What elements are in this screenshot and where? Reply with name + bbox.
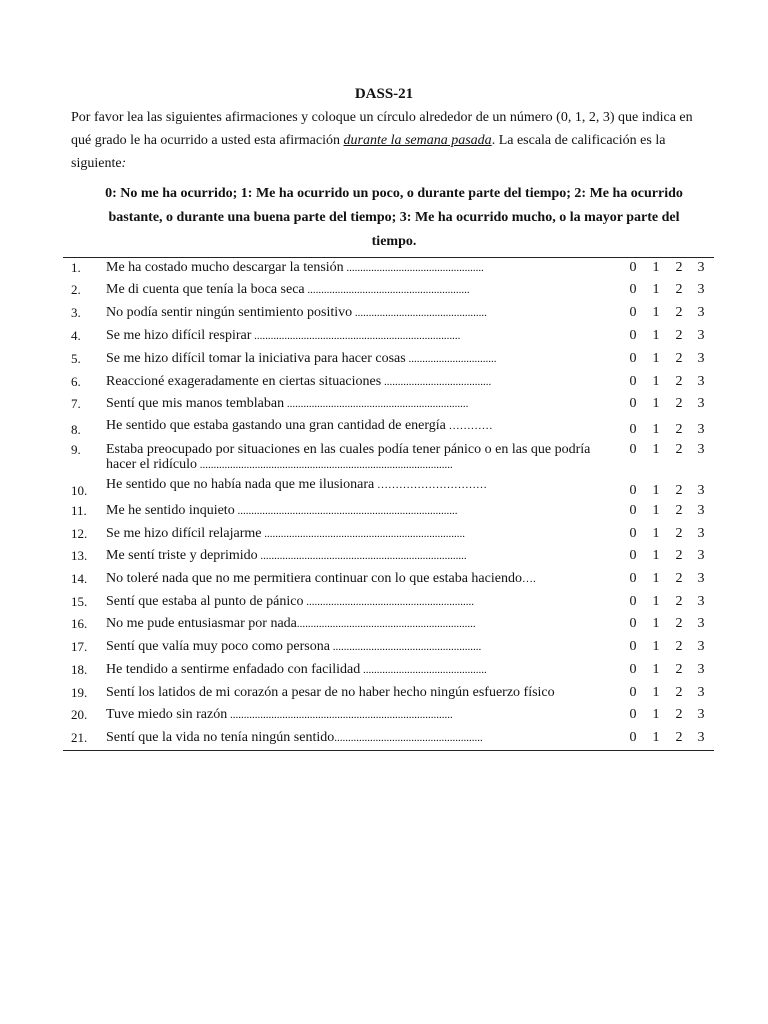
- item-statement: [106, 706, 606, 724]
- item-text: Me sentí triste y deprimido: [106, 548, 258, 563]
- rating-option-3[interactable]: 3: [697, 639, 705, 654]
- item-number: 5.: [71, 351, 81, 366]
- rating-option-0[interactable]: 0: [629, 662, 637, 677]
- item-text: Sentí que valía muy poco como persona: [106, 639, 330, 654]
- item-number: 19.: [71, 685, 88, 700]
- rating-option-2[interactable]: 2: [675, 685, 683, 700]
- item-text: He sentido que no había nada que me ilusionara: [106, 477, 375, 492]
- item-leader-dots: ................................................: [352, 307, 487, 319]
- item-number: 9.: [71, 442, 81, 457]
- instructions-text-part2: . La escala de calificación es la siguiente: [71, 133, 666, 171]
- item-statement: [106, 502, 606, 520]
- rating-option-2[interactable]: 2: [675, 707, 683, 722]
- item-number: 7.: [71, 396, 81, 411]
- rating-option-3[interactable]: 3: [697, 442, 705, 457]
- rating-option-2[interactable]: 2: [675, 305, 683, 320]
- rating-option-1[interactable]: 1: [652, 730, 660, 745]
- item-statement: [106, 476, 606, 494]
- rating-option-0[interactable]: 0: [629, 483, 637, 498]
- instructions-paragraph: [71, 106, 711, 175]
- item-statement: [106, 570, 606, 588]
- table-top-rule: [63, 257, 714, 258]
- item-statement: [106, 417, 606, 435]
- item-text: No toleré nada que no me permitiera continuar con lo que estaba haciendo: [106, 571, 522, 586]
- rating-option-3[interactable]: 3: [697, 707, 705, 722]
- rating-option-0[interactable]: 0: [629, 594, 637, 609]
- rating-option-0[interactable]: 0: [629, 685, 637, 700]
- instructions-colon: :: [121, 156, 127, 171]
- item-text: Me he sentido inquieto: [106, 503, 235, 518]
- item-text: Sentí que la vida no tenía ningún sentido: [106, 730, 335, 745]
- item-statement: [106, 259, 606, 277]
- rating-option-3[interactable]: 3: [697, 483, 705, 498]
- item-statement: [106, 373, 606, 391]
- rating-option-3[interactable]: 3: [697, 351, 705, 366]
- rating-option-3[interactable]: 3: [697, 526, 705, 541]
- item-leader-dots: ................................: [405, 353, 497, 365]
- rating-option-3[interactable]: 3: [697, 616, 705, 631]
- item-statement: [106, 327, 606, 345]
- rating-option-0[interactable]: 0: [629, 328, 637, 343]
- item-leader-dots: .............................................................: [303, 596, 474, 608]
- rating-option-0[interactable]: 0: [629, 707, 637, 722]
- item-leader-dots: ...........................................................................: [257, 550, 467, 562]
- item-leader-dots: …………………………: [374, 479, 487, 491]
- rating-option-3[interactable]: 3: [697, 396, 705, 411]
- item-text: Se me hizo difícil tomar la iniciativa para hacer cosas: [106, 351, 406, 366]
- rating-option-2[interactable]: 2: [675, 374, 683, 389]
- rating-option-1[interactable]: 1: [652, 662, 660, 677]
- rating-option-2[interactable]: 2: [675, 396, 683, 411]
- rating-option-0[interactable]: 0: [629, 571, 637, 586]
- rating-option-1[interactable]: 1: [652, 442, 660, 457]
- rating-option-3[interactable]: 3: [697, 571, 705, 586]
- rating-option-3[interactable]: 3: [697, 328, 705, 343]
- item-number: 12.: [71, 526, 88, 541]
- item-statement: [106, 395, 606, 413]
- rating-option-2[interactable]: 2: [675, 422, 683, 437]
- rating-option-1[interactable]: 1: [652, 639, 660, 654]
- item-leader-dots: ..................................................: [343, 262, 484, 274]
- item-statement: [106, 638, 606, 656]
- rating-option-3[interactable]: 3: [697, 374, 705, 389]
- rating-option-1[interactable]: 1: [652, 396, 660, 411]
- rating-option-1[interactable]: 1: [652, 305, 660, 320]
- item-statement: [106, 729, 606, 747]
- item-statement: [106, 615, 606, 633]
- rating-option-2[interactable]: 2: [675, 594, 683, 609]
- item-text: Se me hizo difícil relajarme: [106, 526, 262, 541]
- rating-scale: 0: No me ha ocurrido; 1: Me ha ocurrido un poco, o durante parte del tiempo; 2: Me ha ocurrido bastante, o durante una buena parte del tiempo; 3: Me ha ocurrido mucho, o la mayor parte del tiempo.: [105, 186, 683, 249]
- rating-option-0[interactable]: 0: [629, 396, 637, 411]
- rating-option-2[interactable]: 2: [675, 571, 683, 586]
- item-text: Sentí que estaba al punto de pánico: [106, 594, 304, 609]
- item-statement: [106, 304, 606, 322]
- rating-option-1[interactable]: 1: [652, 548, 660, 563]
- item-statement: [106, 547, 606, 565]
- rating-option-2[interactable]: 2: [675, 260, 683, 275]
- item-statement-continuation: [106, 456, 606, 474]
- item-text: Reaccioné exageradamente en ciertas situaciones: [106, 374, 382, 389]
- rating-option-0[interactable]: 0: [629, 503, 637, 518]
- item-text: Estaba preocupado por situaciones en las cuales podía tener pánico o en las que podría: [106, 442, 591, 457]
- rating-option-0[interactable]: 0: [629, 526, 637, 541]
- item-leader-dots: .................................................................................: [227, 709, 453, 721]
- rating-option-1[interactable]: 1: [652, 374, 660, 389]
- item-leader-dots: ......................................................: [329, 641, 482, 653]
- rating-option-2[interactable]: 2: [675, 730, 683, 745]
- rating-option-1[interactable]: 1: [652, 422, 660, 437]
- rating-option-3[interactable]: 3: [697, 662, 705, 677]
- rating-option-0[interactable]: 0: [629, 616, 637, 631]
- rating-option-3[interactable]: 3: [697, 422, 705, 437]
- rating-option-2[interactable]: 2: [675, 639, 683, 654]
- instructions-emphasis: durante la semana pasada: [343, 133, 492, 148]
- item-text: Me di cuenta que tenía la boca seca: [106, 282, 305, 297]
- rating-option-1[interactable]: 1: [652, 328, 660, 343]
- table-bottom-rule: [63, 750, 714, 751]
- rating-option-1[interactable]: 1: [652, 351, 660, 366]
- item-text: Sentí que mis manos temblaban: [106, 396, 285, 411]
- rating-option-2[interactable]: 2: [675, 662, 683, 677]
- rating-option-0[interactable]: 0: [629, 548, 637, 563]
- rating-option-0[interactable]: 0: [629, 351, 637, 366]
- item-leader-dots: .................................................................: [296, 618, 476, 630]
- item-number: 2.: [71, 282, 81, 297]
- rating-option-1[interactable]: 1: [652, 707, 660, 722]
- rating-option-2[interactable]: 2: [675, 548, 683, 563]
- item-number: 13.: [71, 548, 88, 563]
- rating-option-0[interactable]: 0: [629, 422, 637, 437]
- item-statement: [106, 593, 606, 611]
- instructions-text-part1: Por favor lea las siguientes afirmaciones y coloque un círculo alrededor de un número (0, 1, 2, 3) que indica en qué grado le ha ocurrido a usted esta afirmación: [71, 110, 693, 148]
- rating-option-1[interactable]: 1: [652, 685, 660, 700]
- item-leader-dots: ….: [521, 573, 536, 585]
- item-text: He sentido que estaba gastando una gran cantidad de energía: [106, 418, 446, 433]
- rating-option-2[interactable]: 2: [675, 503, 683, 518]
- rating-option-0[interactable]: 0: [629, 730, 637, 745]
- rating-option-1[interactable]: 1: [652, 594, 660, 609]
- rating-option-1[interactable]: 1: [652, 503, 660, 518]
- item-statement: [106, 281, 606, 299]
- item-leader-dots: ...........................................................: [304, 284, 470, 296]
- rating-option-0[interactable]: 0: [629, 442, 637, 457]
- item-leader-dots: ..................................................................: [284, 398, 469, 410]
- item-number: 6.: [71, 374, 81, 389]
- rating-option-3[interactable]: 3: [697, 305, 705, 320]
- item-number: 18.: [71, 662, 88, 677]
- rating-option-3[interactable]: 3: [697, 548, 705, 563]
- rating-option-3[interactable]: 3: [697, 503, 705, 518]
- rating-option-2[interactable]: 2: [675, 483, 683, 498]
- item-leader-dots: ............................................................................................: [196, 459, 453, 471]
- item-statement: [106, 350, 606, 368]
- item-leader-dots: …………: [445, 420, 493, 432]
- item-statement: [106, 661, 606, 679]
- item-number: 14.: [71, 571, 88, 586]
- rating-option-2[interactable]: 2: [675, 616, 683, 631]
- item-number: 16.: [71, 616, 88, 631]
- rating-option-3[interactable]: 3: [697, 282, 705, 297]
- rating-option-2[interactable]: 2: [675, 442, 683, 457]
- rating-option-1[interactable]: 1: [652, 483, 660, 498]
- item-text: No podía sentir ningún sentimiento positivo: [106, 305, 353, 320]
- rating-option-2[interactable]: 2: [675, 526, 683, 541]
- item-text-continuation: hacer el ridículo: [106, 457, 197, 472]
- item-leader-dots: ................................................................................: [234, 505, 458, 517]
- rating-option-1[interactable]: 1: [652, 260, 660, 275]
- item-leader-dots: .........................................................................: [261, 528, 465, 540]
- item-leader-dots: ...........................................................................: [251, 330, 461, 342]
- rating-option-1[interactable]: 1: [652, 526, 660, 541]
- item-number: 11.: [71, 503, 87, 518]
- rating-option-1[interactable]: 1: [652, 616, 660, 631]
- rating-option-1[interactable]: 1: [652, 282, 660, 297]
- item-number: 4.: [71, 328, 81, 343]
- item-number: 20.: [71, 707, 88, 722]
- rating-option-2[interactable]: 2: [675, 328, 683, 343]
- item-text: He tendido a sentirme enfadado con facilidad: [106, 662, 361, 677]
- rating-option-2[interactable]: 2: [675, 282, 683, 297]
- item-text: No me pude entusiasmar por nada: [106, 616, 297, 631]
- item-text: Se me hizo difícil respirar: [106, 328, 252, 343]
- rating-option-3[interactable]: 3: [697, 594, 705, 609]
- item-statement: [106, 525, 606, 543]
- rating-option-3[interactable]: 3: [697, 730, 705, 745]
- item-text: Tuve miedo sin razón: [106, 707, 228, 722]
- item-number: 21.: [71, 730, 88, 745]
- item-leader-dots: .......................................: [381, 376, 492, 388]
- item-leader-dots: ......................................................: [334, 732, 483, 744]
- rating-option-3[interactable]: 3: [697, 260, 705, 275]
- rating-option-0[interactable]: 0: [629, 282, 637, 297]
- item-statement: [106, 684, 606, 702]
- rating-option-0[interactable]: 0: [629, 374, 637, 389]
- rating-option-2[interactable]: 2: [675, 351, 683, 366]
- item-number: 3.: [71, 305, 81, 320]
- page-title: DASS-21: [354, 86, 414, 102]
- rating-option-1[interactable]: 1: [652, 571, 660, 586]
- item-text: Me ha costado mucho descargar la tensión: [106, 260, 344, 275]
- item-number: 10.: [71, 483, 88, 498]
- item-number: 17.: [71, 639, 88, 654]
- rating-option-3[interactable]: 3: [697, 685, 705, 700]
- item-leader-dots: .............................................: [360, 664, 487, 676]
- rating-option-0[interactable]: 0: [629, 260, 637, 275]
- rating-option-0[interactable]: 0: [629, 639, 637, 654]
- item-number: 15.: [71, 594, 88, 609]
- rating-option-0[interactable]: 0: [629, 305, 637, 320]
- item-text: Sentí los latidos de mi corazón a pesar de no haber hecho ningún esfuerzo físico: [106, 685, 555, 700]
- item-number: 8.: [71, 422, 81, 437]
- item-number: 1.: [71, 260, 81, 275]
